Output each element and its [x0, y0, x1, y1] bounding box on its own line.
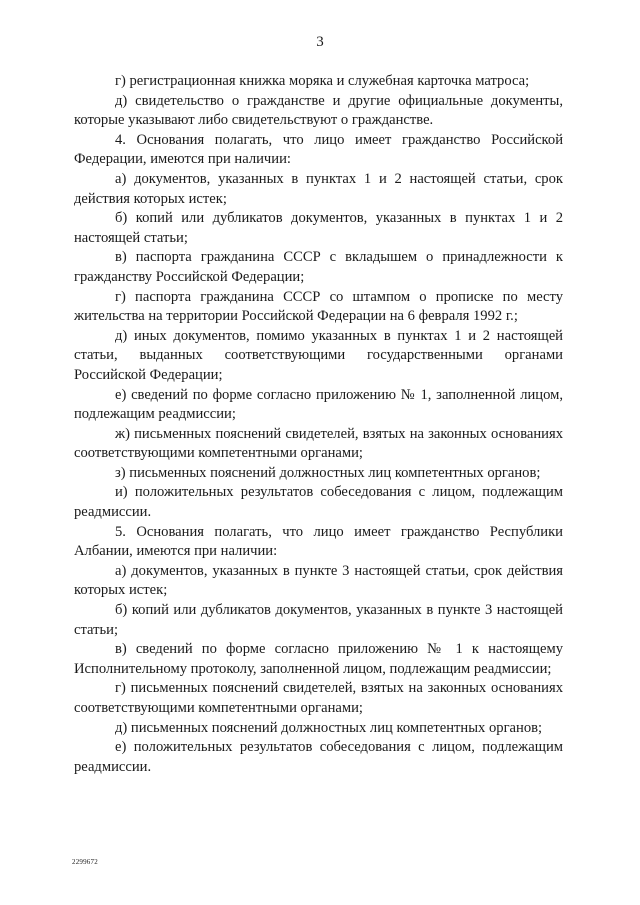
- paragraph: г) письменных пояснений свидетелей, взятых на законных основаниях соответствующими компетентными органами;: [74, 680, 563, 716]
- paragraph: в) сведений по форме согласно приложению № 1 к настоящему Исполнительному протоколу, заполненной лицом, подлежащим реадмиссии;: [74, 641, 563, 677]
- paragraph: а) документов, указанных в пункте 3 настоящей статьи, срок действия которых истек;: [74, 562, 563, 599]
- paragraph: г) регистрационная книжка моряка и служебная карточка матроса;: [115, 73, 530, 89]
- paragraph: и) положительных результатов собеседования с лицом, подлежащим реадмиссии.: [74, 484, 563, 521]
- document-code: 2299672: [72, 858, 98, 866]
- paragraph: г) паспорта гражданина СССР со штампом о прописке по месту жительства на территории Российской Федерации на 6 февраля 1992 г.;: [74, 288, 563, 325]
- paragraph: е) положительных результатов собеседования с лицом, подлежащим реадмиссии.: [74, 739, 563, 775]
- paragraph: б) копий или дубликатов документов, указанных в пункте 3 настоящей статьи;: [74, 602, 563, 638]
- paragraph: в) паспорта гражданина СССР с вкладышем о принадлежности к гражданству Российской Федерации;: [74, 249, 563, 285]
- paragraph: д) свидетельство о гражданстве и другие официальные документы, которые указывают либо свидетельствуют о гражданстве.: [74, 92, 563, 129]
- paragraph: д) письменных пояснений должностных лиц компетентных органов;: [115, 719, 543, 736]
- document-body: [74, 72, 563, 777]
- paragraph: б) копий или дубликатов документов, указанных в пунктах 1 и 2 настоящей статьи;: [74, 210, 563, 246]
- paragraph: д) иных документов, помимо указанных в пунктах 1 и 2 настоящей статьи, выданных соответствующими государственными органами Российской Федерации;: [74, 327, 563, 383]
- paragraph: 4. Основания полагать, что лицо имеет гражданство Российской Федерации, имеются при наличии:: [74, 131, 563, 168]
- paragraph: 5. Основания полагать, что лицо имеет гражданство Республики Албании, имеются при наличии:: [74, 523, 563, 560]
- paragraph: з) письменных пояснений должностных лиц компетентных органов;: [115, 464, 541, 481]
- paragraph: е) сведений по форме согласно приложению № 1, заполненной лицом, подлежащим реадмиссии;: [74, 386, 563, 423]
- paragraph: а) документов, указанных в пунктах 1 и 2 настоящей статьи, срок действия которых истек;: [74, 170, 563, 207]
- paragraph: ж) письменных пояснений свидетелей, взятых на законных основаниях соответствующими компетентными органами;: [74, 425, 563, 462]
- page-number: 3: [316, 34, 324, 50]
